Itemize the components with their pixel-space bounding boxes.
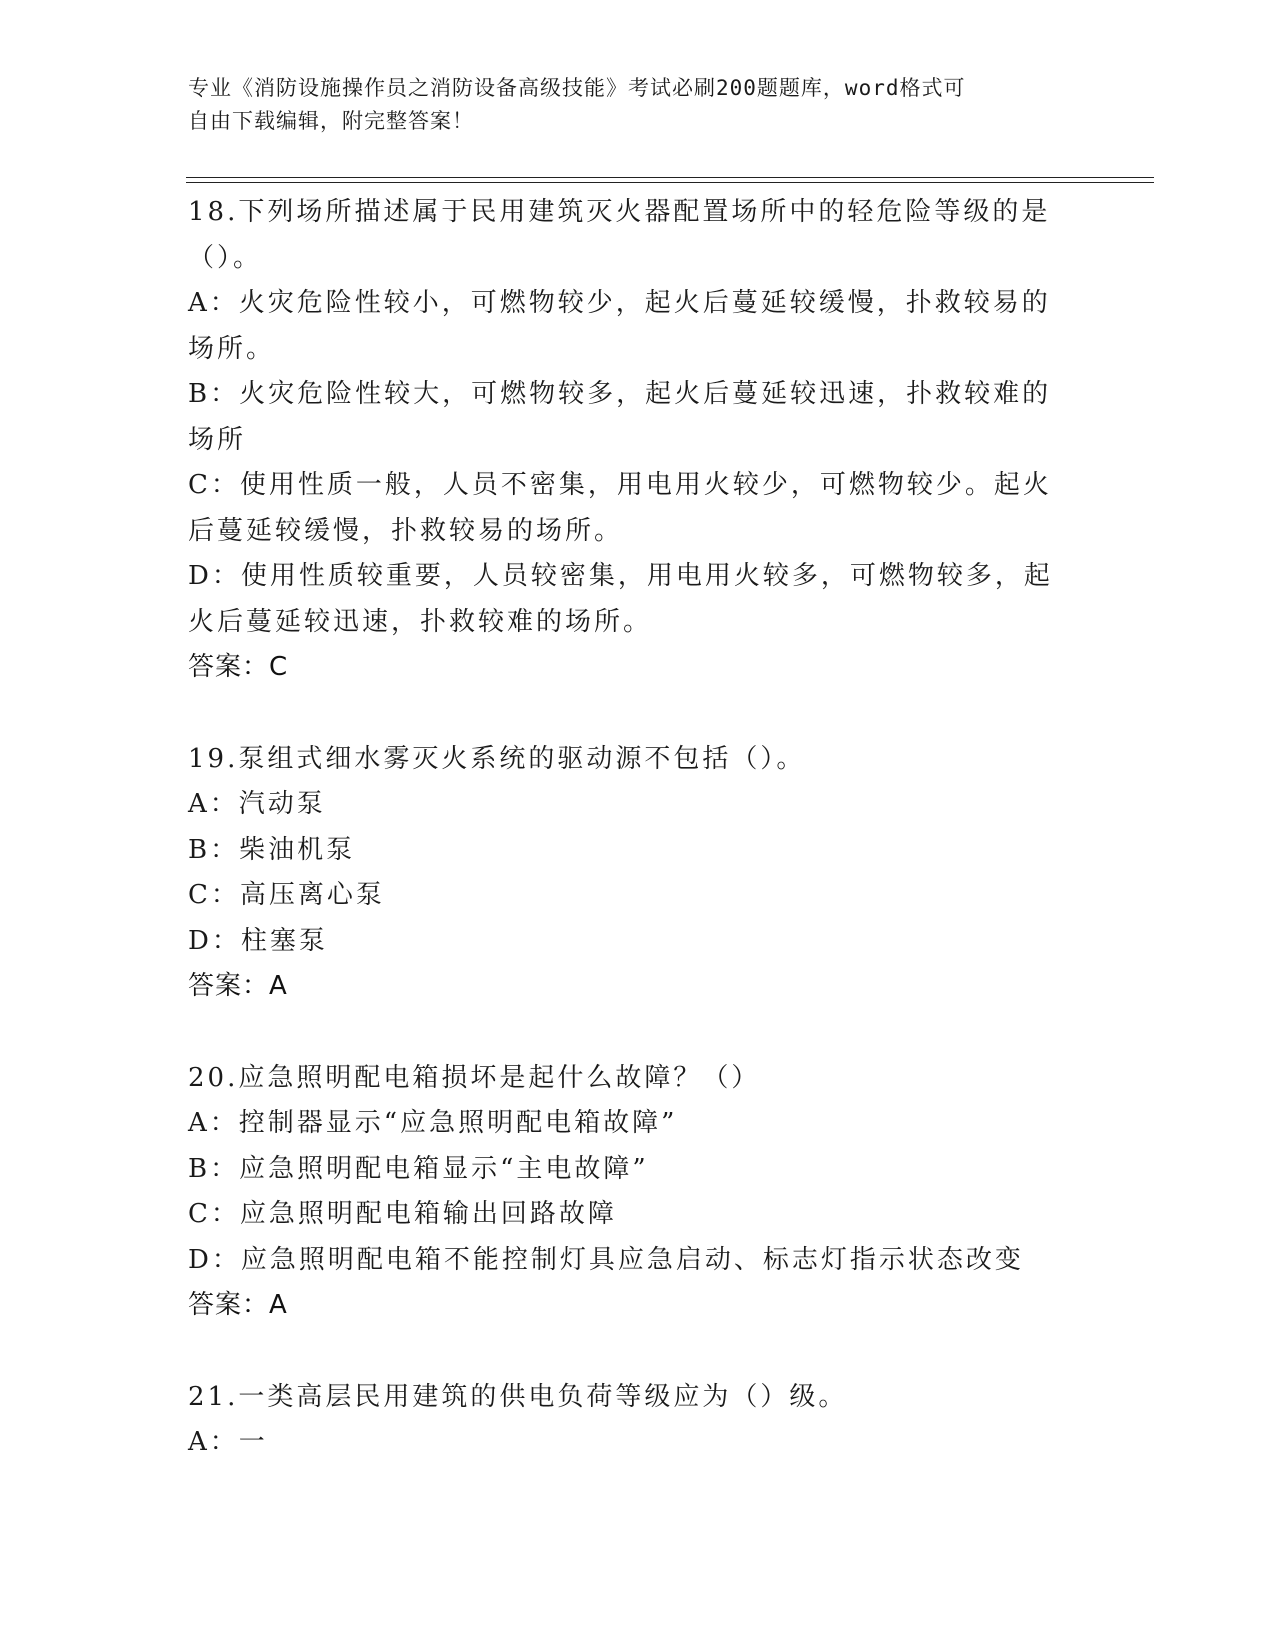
option-a: A：一: [188, 1427, 268, 1457]
question-stem: 18.下列场所描述属于民用建筑灭火器配置场所中的轻危险等级的是（）。: [188, 197, 1051, 273]
option-c: C：应急照明配电箱输出回路故障: [188, 1199, 617, 1229]
header-line-1: 专业《消防设施操作员之消防设备高级技能》考试必刷200题题库，word格式可: [188, 76, 966, 100]
option-a: A：汽动泵: [188, 789, 326, 819]
question-stem: 19.泵组式细水雾灭火系统的驱动源不包括（）。: [188, 743, 806, 774]
option-d: D：使用性质较重要，人员较密集，用电用火较多，可燃物较多，起火后蔓延较迅速，扑救较难的场所。: [188, 561, 1053, 637]
answer-label: 答案：C: [188, 652, 289, 682]
header-divider-top: [186, 177, 1154, 178]
document-header: [188, 72, 1068, 138]
question-list: [188, 190, 1068, 1512]
option-d: D：应急照明配电箱不能控制灯具应急启动、标志灯指示状态改变: [188, 1244, 1024, 1275]
question-stem: 20.应急照明配电箱损坏是起什么故障？（）: [188, 1062, 761, 1093]
answer-label: 答案：A: [188, 1290, 288, 1320]
question-18: [188, 190, 1068, 691]
answer-label: 答案：A: [188, 971, 288, 1001]
header-line-2: 自由下载编辑，附完整答案！: [188, 109, 474, 133]
option-b: B：应急照明配电箱显示“主电故障”: [188, 1153, 649, 1184]
option-b: B：柴油机泵: [188, 834, 356, 865]
option-a: A：控制器显示“应急照明配电箱故障”: [188, 1108, 678, 1138]
question-20: [188, 1056, 1068, 1329]
question-19: [188, 737, 1068, 1010]
option-a: A：火灾危险性较小，可燃物较少，起火后蔓延较缓慢，扑救较易的场所。: [188, 288, 1051, 364]
option-c: C：高压离心泵: [188, 880, 385, 910]
option-c: C：使用性质一般，人员不密集，用电用火较少，可燃物较少。起火后蔓延较缓慢，扑救较易的场所。: [188, 470, 1052, 546]
question-stem: 21.一类高层民用建筑的供电负荷等级应为（）级。: [188, 1381, 848, 1412]
option-b: B：火灾危险性较大，可燃物较多，起火后蔓延较迅速，扑救较难的场所: [188, 379, 1052, 455]
header-divider-bottom: [186, 182, 1154, 183]
question-21: [188, 1375, 1068, 1466]
option-d: D：柱塞泵: [188, 925, 328, 956]
